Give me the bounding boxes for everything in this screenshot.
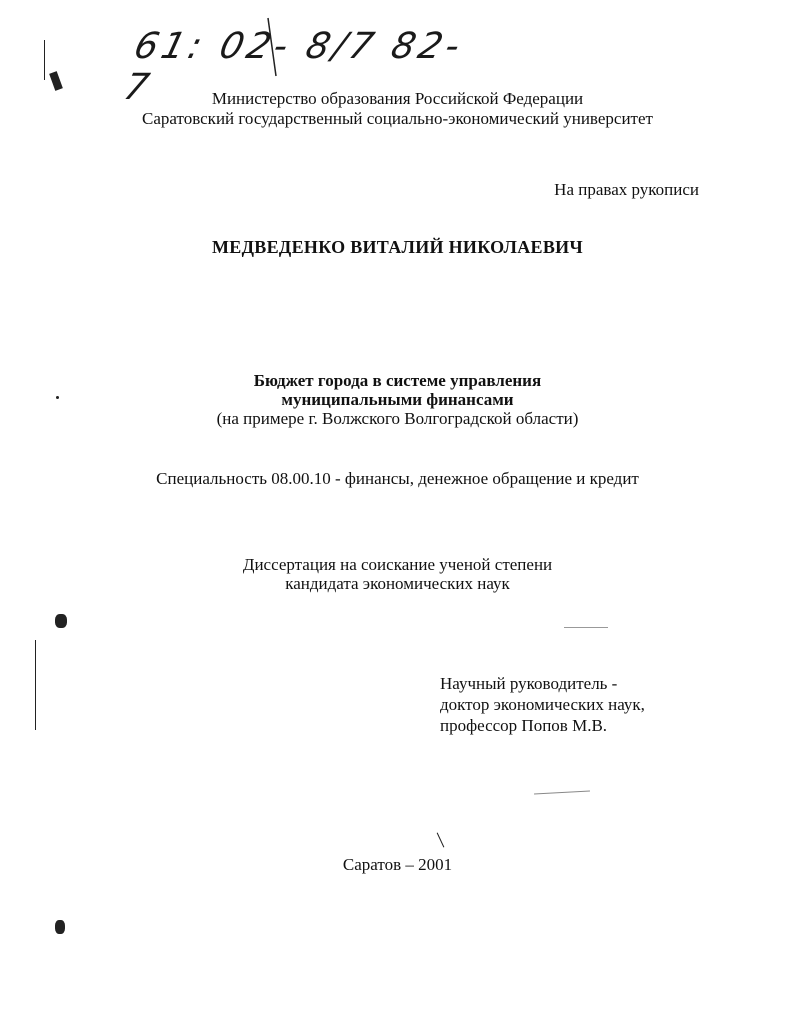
supervisor-line-3: профессор Попов М.В. <box>440 716 608 735</box>
author-name: МЕДВЕДЕНКО ВИТАЛИЙ НИКОЛАЕВИЧ <box>212 237 583 257</box>
handwritten-code-text: 61: 02- 8/7 82- 7 <box>119 26 469 108</box>
university-heading: Саратовский государственный социально-экономический университет <box>142 109 653 128</box>
scan-tick-mark <box>437 833 445 848</box>
title-line-3: (на примере г. Волжского Волгоградской области) <box>216 409 579 428</box>
scan-dot <box>56 396 59 399</box>
scan-faint-line <box>534 791 590 795</box>
city-year: Саратов – 2001 <box>342 855 453 874</box>
dissertation-line-2: кандидата экономических наук <box>285 574 510 593</box>
scan-faint-line <box>564 627 608 628</box>
title-line-1: Бюджет города в системе управления <box>253 371 542 390</box>
scan-margin-mark <box>35 640 36 730</box>
scan-ink-blot <box>55 920 65 934</box>
supervisor-line-2: доктор экономических наук, <box>440 695 645 714</box>
ministry-heading: Министерство образования Российской Федерации <box>211 89 584 108</box>
scan-ink-blot <box>55 614 67 628</box>
dissertation-line-1: Диссертация на соискание ученой степени <box>242 555 553 574</box>
scan-margin-mark <box>44 40 45 80</box>
supervisor-line-1: Научный руководитель - <box>440 674 618 693</box>
rights-note: На правах рукописи <box>554 180 699 199</box>
title-line-2: муниципальными финансами <box>281 390 514 409</box>
specialty-line: Специальность 08.00.10 - финансы, денежное обращение и кредит <box>156 469 639 488</box>
